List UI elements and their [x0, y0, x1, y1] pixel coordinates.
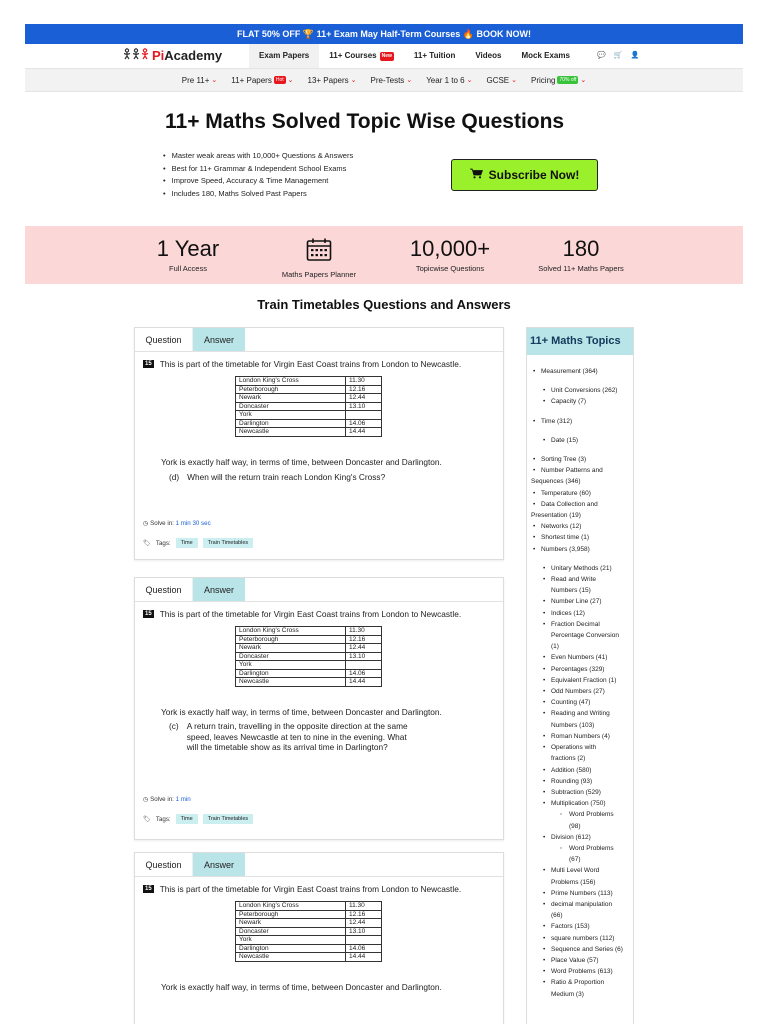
- question-number: 15: [145, 886, 152, 892]
- sub-nav: [25, 68, 743, 92]
- tab-question[interactable]: Question: [135, 578, 193, 601]
- station-cell: London King's Cross: [236, 902, 346, 911]
- feature-item: • Includes 180, Maths Solved Past Papers: [163, 188, 353, 201]
- question-statement: York is exactly half way, in terms of time, between Doncaster and Darlington.: [161, 457, 442, 467]
- stat-label: Topicwise Questions: [415, 264, 485, 273]
- subscribe-button[interactable]: [451, 159, 598, 191]
- question-intro: [143, 884, 461, 894]
- station-cell: Newark: [236, 919, 346, 928]
- station-cell: Newark: [236, 644, 346, 653]
- time-cell: [346, 661, 382, 670]
- tags-row: [143, 538, 253, 548]
- time-cell: 14.44: [346, 953, 382, 962]
- sidebar-topic[interactable]: • Unitary Methods (21): [531, 563, 634, 574]
- menu-11-tuition[interactable]: [404, 44, 465, 68]
- station-cell: Peterborough: [236, 635, 346, 644]
- topics-list: [531, 366, 634, 1000]
- question-statement: York is exactly half way, in terms of time, between Doncaster and Darlington.: [161, 982, 442, 992]
- subnav-label: Pre-Tests: [370, 75, 405, 85]
- time-cell: 12.16: [346, 385, 382, 394]
- cart-icon[interactable]: 🛒: [613, 52, 623, 59]
- sidebar-topic: Numbers (103): [551, 721, 595, 729]
- question-card: [134, 852, 504, 1024]
- tag-chip[interactable]: Time: [176, 538, 198, 548]
- tab-answer[interactable]: Answer: [193, 578, 245, 601]
- sidebar-topic[interactable]: • Percentages (329): [531, 664, 634, 675]
- question-intro: [143, 359, 461, 369]
- stat-value: 1 Year: [156, 236, 220, 261]
- sidebar-topic[interactable]: • Shortest time (1): [531, 532, 634, 543]
- table-row: [236, 428, 382, 437]
- time-cell: 12.16: [346, 635, 382, 644]
- tag-icon: 🏷: [143, 540, 151, 547]
- sidebar-topic[interactable]: • Read and Write: [531, 574, 634, 585]
- sidebar-topic[interactable]: • Networks (12): [531, 521, 634, 532]
- timetable: [235, 626, 382, 687]
- sidebar-topic[interactable]: • Rounding (93): [531, 776, 634, 787]
- feature-item: • Best for 11+ Grammar & Independent School Exams: [163, 163, 353, 176]
- table-row: [236, 402, 382, 411]
- tag-chip[interactable]: Train Timetables: [203, 814, 253, 824]
- station-cell: York: [236, 936, 346, 945]
- chat-icon[interactable]: 💬: [597, 52, 606, 59]
- station-cell: London King's Cross: [236, 627, 346, 636]
- tag-chip[interactable]: Time: [176, 814, 198, 824]
- tab-bar: [135, 578, 503, 602]
- sidebar-topic: Sequences (346): [531, 478, 581, 486]
- solve-label: Solve in:: [150, 796, 174, 803]
- sidebar-topic: Presentation (19): [531, 512, 581, 520]
- sidebar-topic[interactable]: • Data Collection and: [531, 499, 634, 510]
- part-label: (c): [169, 721, 179, 731]
- station-cell: Doncaster: [236, 652, 346, 661]
- station-cell: Peterborough: [236, 910, 346, 919]
- sidebar-topic[interactable]: • Roman Numbers (4): [531, 731, 634, 742]
- tab-question[interactable]: Question: [135, 853, 193, 876]
- chevron-down-icon: ⌄: [287, 77, 294, 84]
- stat-value: 180: [562, 236, 600, 261]
- clock-icon: ◷: [143, 520, 149, 527]
- station-cell: York: [236, 661, 346, 670]
- sidebar-topic[interactable]: • Time (312): [531, 416, 634, 427]
- stat-label: Full Access: [169, 264, 207, 273]
- stat-questions: [380, 234, 520, 273]
- tag-icon: 🏷: [143, 816, 151, 823]
- subnav-pre-tests[interactable]: [371, 76, 413, 85]
- calendar-icon: [249, 234, 389, 270]
- stat-papers: [511, 234, 651, 273]
- time-cell: [346, 936, 382, 945]
- menu-label: Exam Papers: [259, 51, 310, 60]
- table-row: [236, 627, 382, 636]
- sidebar-topic[interactable]: • Reading and Writing: [531, 708, 634, 719]
- station-cell: York: [236, 411, 346, 420]
- question-number: 15: [145, 611, 152, 617]
- part-text-line: speed, leaves Newcastle at ten to nine in the evening. What: [186, 731, 407, 742]
- logo[interactable]: [123, 48, 222, 63]
- time-cell: 13.10: [346, 652, 382, 661]
- subnav-11-papers[interactable]: [231, 76, 293, 85]
- feature-list: [163, 150, 353, 200]
- station-cell: Newcastle: [236, 678, 346, 687]
- subnav-label: Pre 11+: [181, 75, 210, 85]
- sidebar-topic: fractions (2): [551, 755, 586, 763]
- station-cell: Darlington: [236, 944, 346, 953]
- part-text: When will the return train reach London King's Cross?: [187, 472, 386, 482]
- station-cell: Newark: [236, 394, 346, 403]
- sidebar-topic[interactable]: • Word Problems (613): [531, 966, 634, 977]
- station-cell: London King's Cross: [236, 377, 346, 386]
- sidebar-topic: (98): [569, 822, 581, 830]
- time-cell: 12.44: [346, 394, 382, 403]
- sidebar-topic[interactable]: • Fraction Decimal: [531, 619, 634, 630]
- menu-exam-papers[interactable]: [249, 44, 319, 68]
- station-cell: Newcastle: [236, 428, 346, 437]
- chevron-down-icon: ⌄: [350, 77, 357, 84]
- time-cell: 14.06: [346, 944, 382, 953]
- question-card: [134, 577, 504, 840]
- sidebar-topic: (66): [551, 912, 563, 920]
- sidebar-topic[interactable]: • Sequence and Series (6): [531, 944, 634, 955]
- sidebar-topic: Medium (3): [551, 990, 584, 998]
- menu-11-courses[interactable]: [319, 44, 404, 68]
- time-cell: 12.44: [346, 919, 382, 928]
- cart-icon: [470, 168, 483, 182]
- table-row: [236, 377, 382, 386]
- time-cell: 11.30: [346, 377, 382, 386]
- table-row: [236, 944, 382, 953]
- question-statement: York is exactly half way, in terms of time, between Doncaster and Darlington.: [161, 707, 442, 717]
- solve-value: 1 min: [175, 796, 191, 803]
- time-cell: 13.10: [346, 402, 382, 411]
- part-label: (d): [169, 472, 180, 482]
- time-cell: 12.16: [346, 910, 382, 919]
- solve-value: 1 min 30 sec: [175, 520, 211, 527]
- logo-name: Academy: [164, 48, 223, 63]
- subnav-pricing[interactable]: [531, 76, 586, 85]
- solve-time: [143, 796, 191, 803]
- table-row: [236, 419, 382, 428]
- stat-label: Maths Papers Planner: [281, 270, 357, 279]
- time-cell: 14.06: [346, 419, 382, 428]
- sidebar-topic[interactable]: • Sorting Tree (3): [531, 454, 634, 465]
- station-cell: Darlington: [236, 419, 346, 428]
- table-row: [236, 902, 382, 911]
- sidebar-topic: Problems (156): [551, 878, 596, 886]
- tags-row: [143, 814, 253, 824]
- sidebar-topic: (67): [569, 856, 581, 864]
- menu-videos[interactable]: [465, 44, 511, 68]
- new-badge: New: [381, 52, 392, 59]
- subnav-label: GCSE: [486, 75, 510, 85]
- main-nav: [25, 44, 743, 68]
- stats-band: [25, 226, 743, 284]
- part-text-line: A return train, travelling in the opposite direction at the same: [186, 721, 408, 731]
- logo-prefix: Pi: [152, 48, 165, 63]
- time-cell: 14.44: [346, 428, 382, 437]
- table-row: [236, 953, 382, 962]
- time-cell: [346, 411, 382, 420]
- table-row: [236, 661, 382, 670]
- sidebar-topic: (1): [551, 643, 559, 651]
- sidebar-topic[interactable]: • Prime Numbers (113): [531, 888, 634, 899]
- table-row: [236, 927, 382, 936]
- subnav-gcse[interactable]: [486, 76, 517, 85]
- menu-label: 11+ Courses: [329, 51, 377, 60]
- sidebar-topic[interactable]: • Capacity (7): [531, 396, 634, 407]
- subnav-year-1-to-6[interactable]: [426, 76, 472, 85]
- stat-value: 10,000+: [409, 236, 491, 261]
- table-row: [236, 910, 382, 919]
- sidebar-topic[interactable]: • Equivalent Fraction (1): [531, 675, 634, 686]
- sidebar-topic[interactable]: • Temperature (60): [531, 488, 634, 499]
- table-row: [236, 936, 382, 945]
- sidebar-topic[interactable]: • Addition (580): [531, 765, 634, 776]
- sidebar-topic[interactable]: • Unit Conversions (262): [531, 385, 634, 396]
- question-text: This is part of the timetable for Virgin East Coast trains from London to Newcastle.: [159, 609, 462, 619]
- station-cell: Newcastle: [236, 953, 346, 962]
- chevron-down-icon: ⌄: [211, 77, 218, 84]
- question-text: This is part of the timetable for Virgin East Coast trains from London to Newcastle.: [159, 359, 462, 369]
- sidebar-topic[interactable]: • Ratio & Proportion: [531, 977, 634, 988]
- clock-icon: ◷: [143, 796, 149, 803]
- sidebar-topic[interactable]: • decimal manipulation: [531, 899, 634, 910]
- sidebar-topic[interactable]: • Place Value (57): [531, 955, 634, 966]
- sidebar-topic: Numbers (15): [551, 587, 591, 595]
- stat-label: Solved 11+ Maths Papers: [538, 264, 624, 273]
- sidebar-topic[interactable]: • Multi Level Word: [531, 865, 634, 876]
- sidebar-topic[interactable]: • Factors (153): [531, 921, 634, 932]
- time-cell: 12.44: [346, 644, 382, 653]
- menu-mock-exams[interactable]: [511, 44, 579, 68]
- tab-answer[interactable]: Answer: [193, 328, 245, 351]
- sidebar-topic[interactable]: ◦ Word Problems: [531, 843, 634, 854]
- table-row: [236, 411, 382, 420]
- sidebar-topic[interactable]: • Odd Numbers (27): [531, 686, 634, 697]
- question-intro: [143, 609, 461, 619]
- sidebar-topic[interactable]: • Division (612): [531, 832, 634, 843]
- tab-answer[interactable]: Answer: [193, 853, 245, 876]
- tag-chip[interactable]: Train Timetables: [203, 538, 253, 548]
- sidebar-topic[interactable]: • Date (15): [531, 435, 634, 446]
- sidebar-topic[interactable]: ◦ Word Problems: [531, 809, 634, 820]
- nav-icons: [597, 44, 639, 68]
- logo-figures-icon: [123, 48, 149, 63]
- feature-item: • Master weak areas with 10,000+ Questions & Answers: [163, 150, 353, 163]
- stat-access: [118, 234, 258, 273]
- timetable: [235, 901, 382, 962]
- time-cell: 11.30: [346, 627, 382, 636]
- question-part: [169, 472, 385, 483]
- sidebar-topic[interactable]: • Measurement (364): [531, 366, 634, 377]
- table-row: [236, 678, 382, 687]
- tags-label: Tags:: [155, 815, 171, 823]
- tags-label: Tags:: [155, 539, 171, 547]
- section-title: Train Timetables Questions and Answers: [257, 297, 511, 312]
- hot-badge: Hot: [275, 77, 284, 83]
- sidebar-topic[interactable]: • Even Numbers (41): [531, 652, 634, 663]
- table-row: [236, 635, 382, 644]
- chevron-down-icon: ⌄: [511, 77, 518, 84]
- part-text-line: will the timetable show as its arrival time in Darlington?: [186, 742, 388, 752]
- menu-label: Mock Exams: [521, 51, 570, 60]
- time-cell: 11.30: [346, 902, 382, 911]
- sidebar-title: 11+ Maths Topics: [527, 328, 633, 355]
- main-menu: [249, 44, 580, 68]
- topics-sidebar: [526, 327, 634, 1024]
- table-row: [236, 669, 382, 678]
- solve-label: Solve in:: [150, 520, 174, 527]
- page-title: 11+ Maths Solved Topic Wise Questions: [165, 110, 565, 133]
- discount-badge: 70% off: [559, 77, 577, 83]
- time-cell: 14.06: [346, 669, 382, 678]
- tab-bar: [135, 853, 503, 877]
- station-cell: Doncaster: [236, 402, 346, 411]
- sidebar-topic[interactable]: • Numbers (3,958): [531, 544, 634, 555]
- solve-time: [143, 520, 211, 527]
- part-text: [187, 721, 408, 753]
- question-part: [169, 721, 408, 753]
- chevron-down-icon: ⌄: [406, 77, 413, 84]
- sidebar-topic[interactable]: • Number Line (27): [531, 596, 634, 607]
- chevron-down-icon: ⌄: [580, 77, 587, 84]
- sidebar-topic: Percentage Conversion: [551, 632, 619, 640]
- sidebar-topic[interactable]: • Number Patterns and: [531, 465, 634, 476]
- question-text: This is part of the timetable for Virgin East Coast trains from London to Newcastle.: [159, 884, 462, 894]
- promo-banner[interactable]: FLAT 50% OFF 🏆 11+ Exam May Half-Term Courses 🔥 BOOK NOW!: [25, 24, 743, 44]
- sidebar-topic[interactable]: • Subtraction (529): [531, 787, 634, 798]
- subnav-label: 13+ Papers: [307, 75, 349, 85]
- question-number: 15: [145, 361, 152, 367]
- table-row: [236, 652, 382, 661]
- subnav-label: Pricing: [531, 75, 556, 85]
- time-cell: 14.44: [346, 678, 382, 687]
- feature-item: • Improve Speed, Accuracy & Time Management: [163, 175, 353, 188]
- time-cell: 13.10: [346, 927, 382, 936]
- timetable: [235, 376, 382, 437]
- sidebar-topic[interactable]: • Counting (47): [531, 697, 634, 708]
- station-cell: Doncaster: [236, 927, 346, 936]
- station-cell: Peterborough: [236, 385, 346, 394]
- chevron-down-icon: ⌄: [466, 77, 473, 84]
- table-row: [236, 394, 382, 403]
- tab-bar: [135, 328, 503, 352]
- subscribe-label: Subscribe Now!: [488, 168, 580, 182]
- table-row: [236, 919, 382, 928]
- sidebar-topic[interactable]: • square numbers (112): [531, 933, 634, 944]
- table-row: [236, 385, 382, 394]
- sidebar-topic[interactable]: • Multiplication (750): [531, 798, 634, 809]
- subnav-label: Year 1 to 6: [426, 75, 465, 85]
- menu-label: Videos: [475, 51, 502, 60]
- subnav-label: 11+ Papers: [231, 75, 272, 85]
- subnav-pre-11[interactable]: [182, 76, 218, 85]
- table-row: [236, 644, 382, 653]
- user-icon[interactable]: 👤: [630, 52, 640, 59]
- question-card: [134, 327, 504, 560]
- sidebar-topic[interactable]: • Operations with: [531, 742, 634, 753]
- menu-label: 11+ Tuition: [413, 51, 456, 60]
- subnav-13-papers[interactable]: [308, 76, 357, 85]
- stat-planner: [249, 234, 389, 279]
- station-cell: Darlington: [236, 669, 346, 678]
- tab-question[interactable]: Question: [135, 328, 193, 351]
- sidebar-topic[interactable]: • Indices (12): [531, 608, 634, 619]
